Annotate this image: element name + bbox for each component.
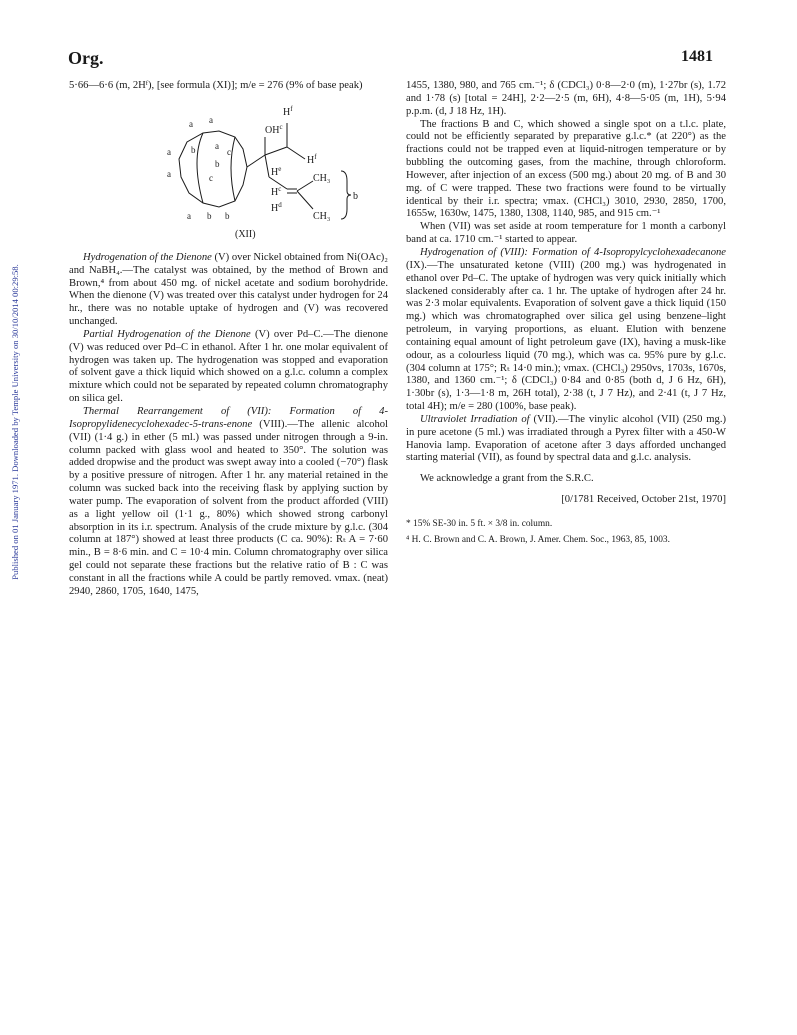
svg-text:a: a: [209, 114, 213, 125]
received-date: [0/1781 Received, October 21st, 1970]: [561, 494, 726, 506]
left-column: [69, 80, 388, 599]
svg-text:a: a: [167, 146, 171, 157]
footnote-column: * 15% SE-30 in. 5 ft. × 3/8 in. column.: [406, 519, 553, 529]
fractions-paragraph: The fractions B and C, which showed a single spot on a t.l.c. plate, could not be efficiently separated by preparative g.l.c.* (at 220°) as the fractions could not be trapped even at liquid-nitrogen temperature or by bubbling the outcoming gases, from the machine, through chloroform. However, after injection of an excess (500 mg.) about 20 mg. of B and 30 mg. of C were trapped. These two fractions were found to be virtually identical by their i.r. spectra; νmax. (CHCl₃) 3010, 2930, 2850, 1700, 1655w, 1630w, 1475, 1380, 1308, 1140, 985, and 915 cm.⁻¹: [406, 118, 726, 220]
hd-label: $H^d$: [271, 200, 282, 214]
svg-text:c: c: [209, 172, 213, 183]
ch3-top-label: CH₃: [313, 172, 331, 184]
structural-formula: [69, 97, 388, 242]
formula-number: (XII): [235, 228, 256, 240]
section-hydrogenation-nickel: Hydrogenation of the Dienone (V) over Nickel obtained from Ni(OAc)₂ and NaBH₄.—The catalyst was obtained, by the method of Brown and Brown,⁴ from about 450 mg. of nickel acetate and sodium borohydride. When the dienone (V) was treated over this catalyst under hydrogen for 24 hr., there was no notable uptake of hydrogen and (V) was recovered unchanged.: [69, 251, 388, 328]
page-number: 1481: [681, 48, 713, 65]
formula-xii-drawing: [147, 97, 367, 242]
svg-text:a: a: [215, 140, 219, 151]
he-label: $H^e$: [271, 164, 282, 178]
nmr-continuation: 5·66—6·6 (m, 2Hᶠ), [see formula (XI)]; m/e = 276 (9% of base peak): [69, 80, 363, 91]
footnote-reference-4: ⁴ H. C. Brown and C. A. Brown, J. Amer. Chem. Soc., 1963, 85, 1003.: [406, 534, 670, 545]
room-temperature-paragraph: When (VII) was set aside at room temperature for 1 month a carbonyl band at ca. 1710 cm.⁻¹ started to appear.: [406, 221, 726, 246]
svg-text:c: c: [227, 146, 231, 157]
svg-text:a: a: [189, 118, 193, 129]
svg-text:a: a: [187, 210, 191, 221]
brace-label: b: [353, 190, 358, 202]
hf-top-label: $H^f$: [283, 104, 293, 118]
acknowledgement: We acknowledge a grant from the S.R.C.: [420, 473, 594, 485]
ch3-bottom-label: CH₃: [313, 210, 331, 222]
right-column: [406, 80, 726, 551]
svg-text:b: b: [191, 144, 196, 155]
oh-label: $OH^c$: [265, 122, 283, 136]
svg-text:b: b: [207, 210, 212, 221]
ring-position-letters: [167, 115, 231, 221]
section-partial-hydrogenation: Partial Hydrogenation of the Dienone (V) over Pd–C.—The dienone (V) was reduced over Pd–C in ethanol. After 1 hr. one molar equivalent of hydrogen was taken up. The hydrogenation was stopped and evaporation of solvent gave a thick liquid which showed on a g.l.c. column a complex mixture which could not be separated by repeated column chromatography on silica gel.: [69, 328, 388, 405]
svg-text:b: b: [215, 158, 220, 169]
hc-label: $H^c$: [271, 184, 282, 198]
section-hydrogenation-viii: Hydrogenation of (VIII): Formation of 4-Isopropylcyclohexadecanone (IX).—The unsaturated ketone (VIII) (200 mg.) was hydrogenated in ethanol over Pd–C. The uptake of hydrogen was very quick initially which slackened considerably after ca. 1 hr. The uptake of hydrogen after 24 hr. was 2·3 molar equivalents. Evaporation of solvent gave a thick liquid (150 mg.) which was chromatographed over silica gel using benzene–light petroleum, in varying proportions, as eluant. Elution with benzene containing equal amount of light petroleum gave (IX), having a musk-like odour, as a colourless liquid (70 mg.), which was ca. 95% pure by g.l.c. (304 column at 175°; Rₜ 14·0 min.); νmax. (CHCl₃) 2950vs, 1703s, 1670s, 1380, and 1360 cm.⁻¹; δ (CDCl₃) 0·84 and 0·85 (both d, J 6 Hz, 6H), 1·30br (s), 1·3—1·8 m, 26H total), 2·38 (t, J 7 Hz), and 2·41 (t, J 7 Hz, total 4H); m/e = 280 (100%, base peak).: [406, 246, 726, 413]
footnotes: [406, 519, 726, 547]
hf-right-label: $H^f$: [307, 152, 317, 166]
svg-text:a: a: [167, 168, 171, 179]
download-notice: Published on 01 January 1971. Downloaded by Temple University on 30/10/2014 00:29:58.: [10, 264, 20, 580]
section-uv-irradiation: Ultraviolet Irradiation of (VII).—The vinylic alcohol (VII) (250 mg.) in pure acetone (5 ml.) was irradiated through a Pyrex filter with a 450-W Hanovia lamp. Evaporation of acetone after 3 days afforded unchanged starting material (VII), as found by spectral data and g.l.c. analysis.: [406, 413, 726, 464]
ir-continuation: 1455, 1380, 980, and 765 cm.⁻¹; δ (CDCl₃) 0·8—2·0 (m), 1·27br (s), 1.72 and 1·78 (s) [total = 24H], 2·2—2·5 (m, 6H), 4·8—5·05 (m, 1H), 5·94 p.p.m. (d, J 18 Hz, 1H).: [406, 80, 726, 117]
journal-name: Org.: [68, 48, 104, 68]
section-thermal-rearrangement: Thermal Rearrangement of (VII): Formation of 4-Isopropylidenecyclohexadec-5-trans-enone (VIII).—The allenic alcohol (VII) (1·4 g.) in ether (5 ml.) was passed under nitrogen through a 9-in. column packed with glass wool and heated to 350°. The solution was added dropwise and the product was swept away into a cooled (−70°) flask by a positive pressure of nitrogen. After 1 hr. any material retained in the column was sucked back into the receiving flask by applying suction by water pump. The evaporation of solvent from the product afforded (VIII) as a light yellow oil (1·1 g., 80%) which showed strong carbonyl absorption in its i.r. spectrum. Analysis of the crude mixture by g.l.c. (304 column at 187°) showed at least three products (C ca. 90%): Rₜ A = 7·60 min., B = 8·6 min. and C = 10·4 min. Column chromatography over silica gel could not separate these fractions but the relative ratio of B : C was constant in all the fractions while A could be partly removed. νmax. (neat) 2940, 2860, 1705, 1640, 1475,: [69, 405, 388, 597]
svg-text:b: b: [225, 210, 230, 221]
